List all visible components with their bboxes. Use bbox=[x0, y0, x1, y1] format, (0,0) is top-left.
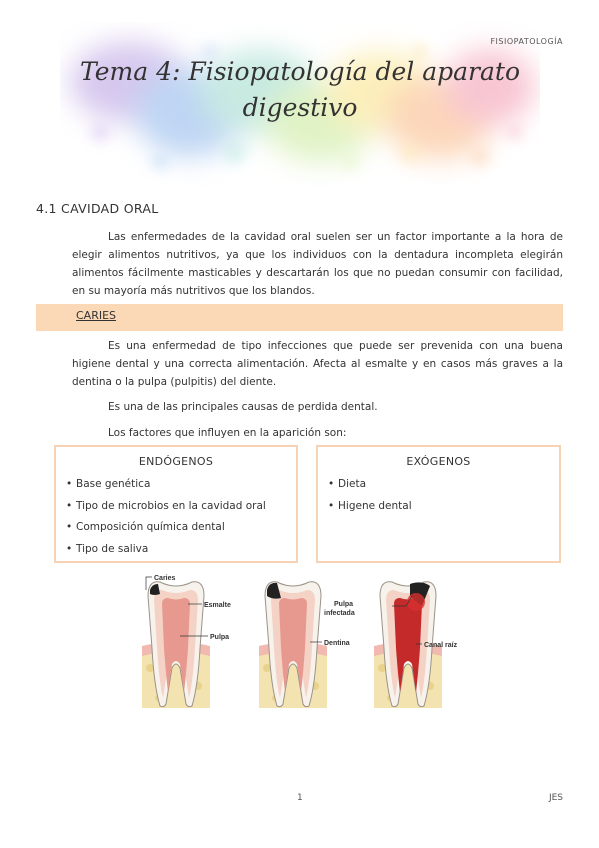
label-esmalte: Esmalte bbox=[204, 602, 231, 609]
list-item: • Tipo de saliva bbox=[66, 539, 296, 561]
tooth-enamel-caries bbox=[142, 582, 210, 708]
endogenous-factors-box bbox=[54, 445, 298, 563]
caries-definition-paragraph: Es una enfermedad de tipo infecciones que puede ser prevenida con una buena higiene dental y una correcta alimentación. Afecta al esmalte y en casos más graves a la dentina o la pulpa (pulpitis) del diente. bbox=[72, 340, 563, 388]
exogenous-list bbox=[318, 474, 559, 517]
endogenous-list bbox=[56, 474, 296, 560]
page-title-line-2: digestivo bbox=[242, 93, 358, 122]
footer-initials: JES bbox=[548, 793, 563, 803]
exogenous-factors-box bbox=[316, 445, 561, 563]
tooth-decay-illustration bbox=[130, 568, 470, 710]
list-item: • Higene dental bbox=[328, 496, 559, 518]
factors-intro-paragraph: Los factores que influyen en la aparición son: bbox=[108, 427, 347, 439]
label-caries: Caries bbox=[154, 575, 176, 582]
page-title-line-1: Tema 4: Fisiopatología del aparato bbox=[80, 57, 520, 86]
exogenous-title: EXÓGENOS bbox=[406, 455, 471, 468]
list-item: • Base genética bbox=[66, 474, 296, 496]
label-pulpa: Pulpa bbox=[210, 634, 230, 641]
endogenous-title: ENDÓGENOS bbox=[138, 455, 214, 468]
header-subject-label: FISIOPATOLOGÍA bbox=[490, 37, 563, 46]
list-item: • Composición química dental bbox=[66, 517, 296, 539]
page-number: 1 bbox=[297, 793, 303, 803]
caries-subheading: CARIES bbox=[76, 309, 117, 322]
label-pulpa-infectada-2: infectada bbox=[324, 610, 355, 617]
list-item: • Tipo de microbios en la cavidad oral bbox=[66, 496, 296, 518]
tooth-dentin-caries bbox=[259, 582, 327, 708]
page-title bbox=[60, 54, 540, 126]
label-pulpa-infectada-1: Pulpa bbox=[334, 601, 354, 608]
section-heading: 4.1 CAVIDAD ORAL bbox=[36, 201, 159, 216]
causes-paragraph: Es una de las principales causas de perdida dental. bbox=[108, 401, 378, 413]
label-canal-raiz: Canal raíz bbox=[424, 642, 458, 649]
label-dentina: Dentina bbox=[324, 640, 350, 647]
intro-paragraph: Las enfermedades de la cavidad oral suelen ser un factor importante a la hora de elegir alimentos nutritivos, ya que los individuos con la dentadura incompleta elegirán alimentos fácilmente masticables y descartarán los que no puedan consumir con facilidad, en su mayoría más nutritivos que los blandos. bbox=[72, 231, 563, 297]
list-item: • Dieta bbox=[328, 474, 559, 496]
